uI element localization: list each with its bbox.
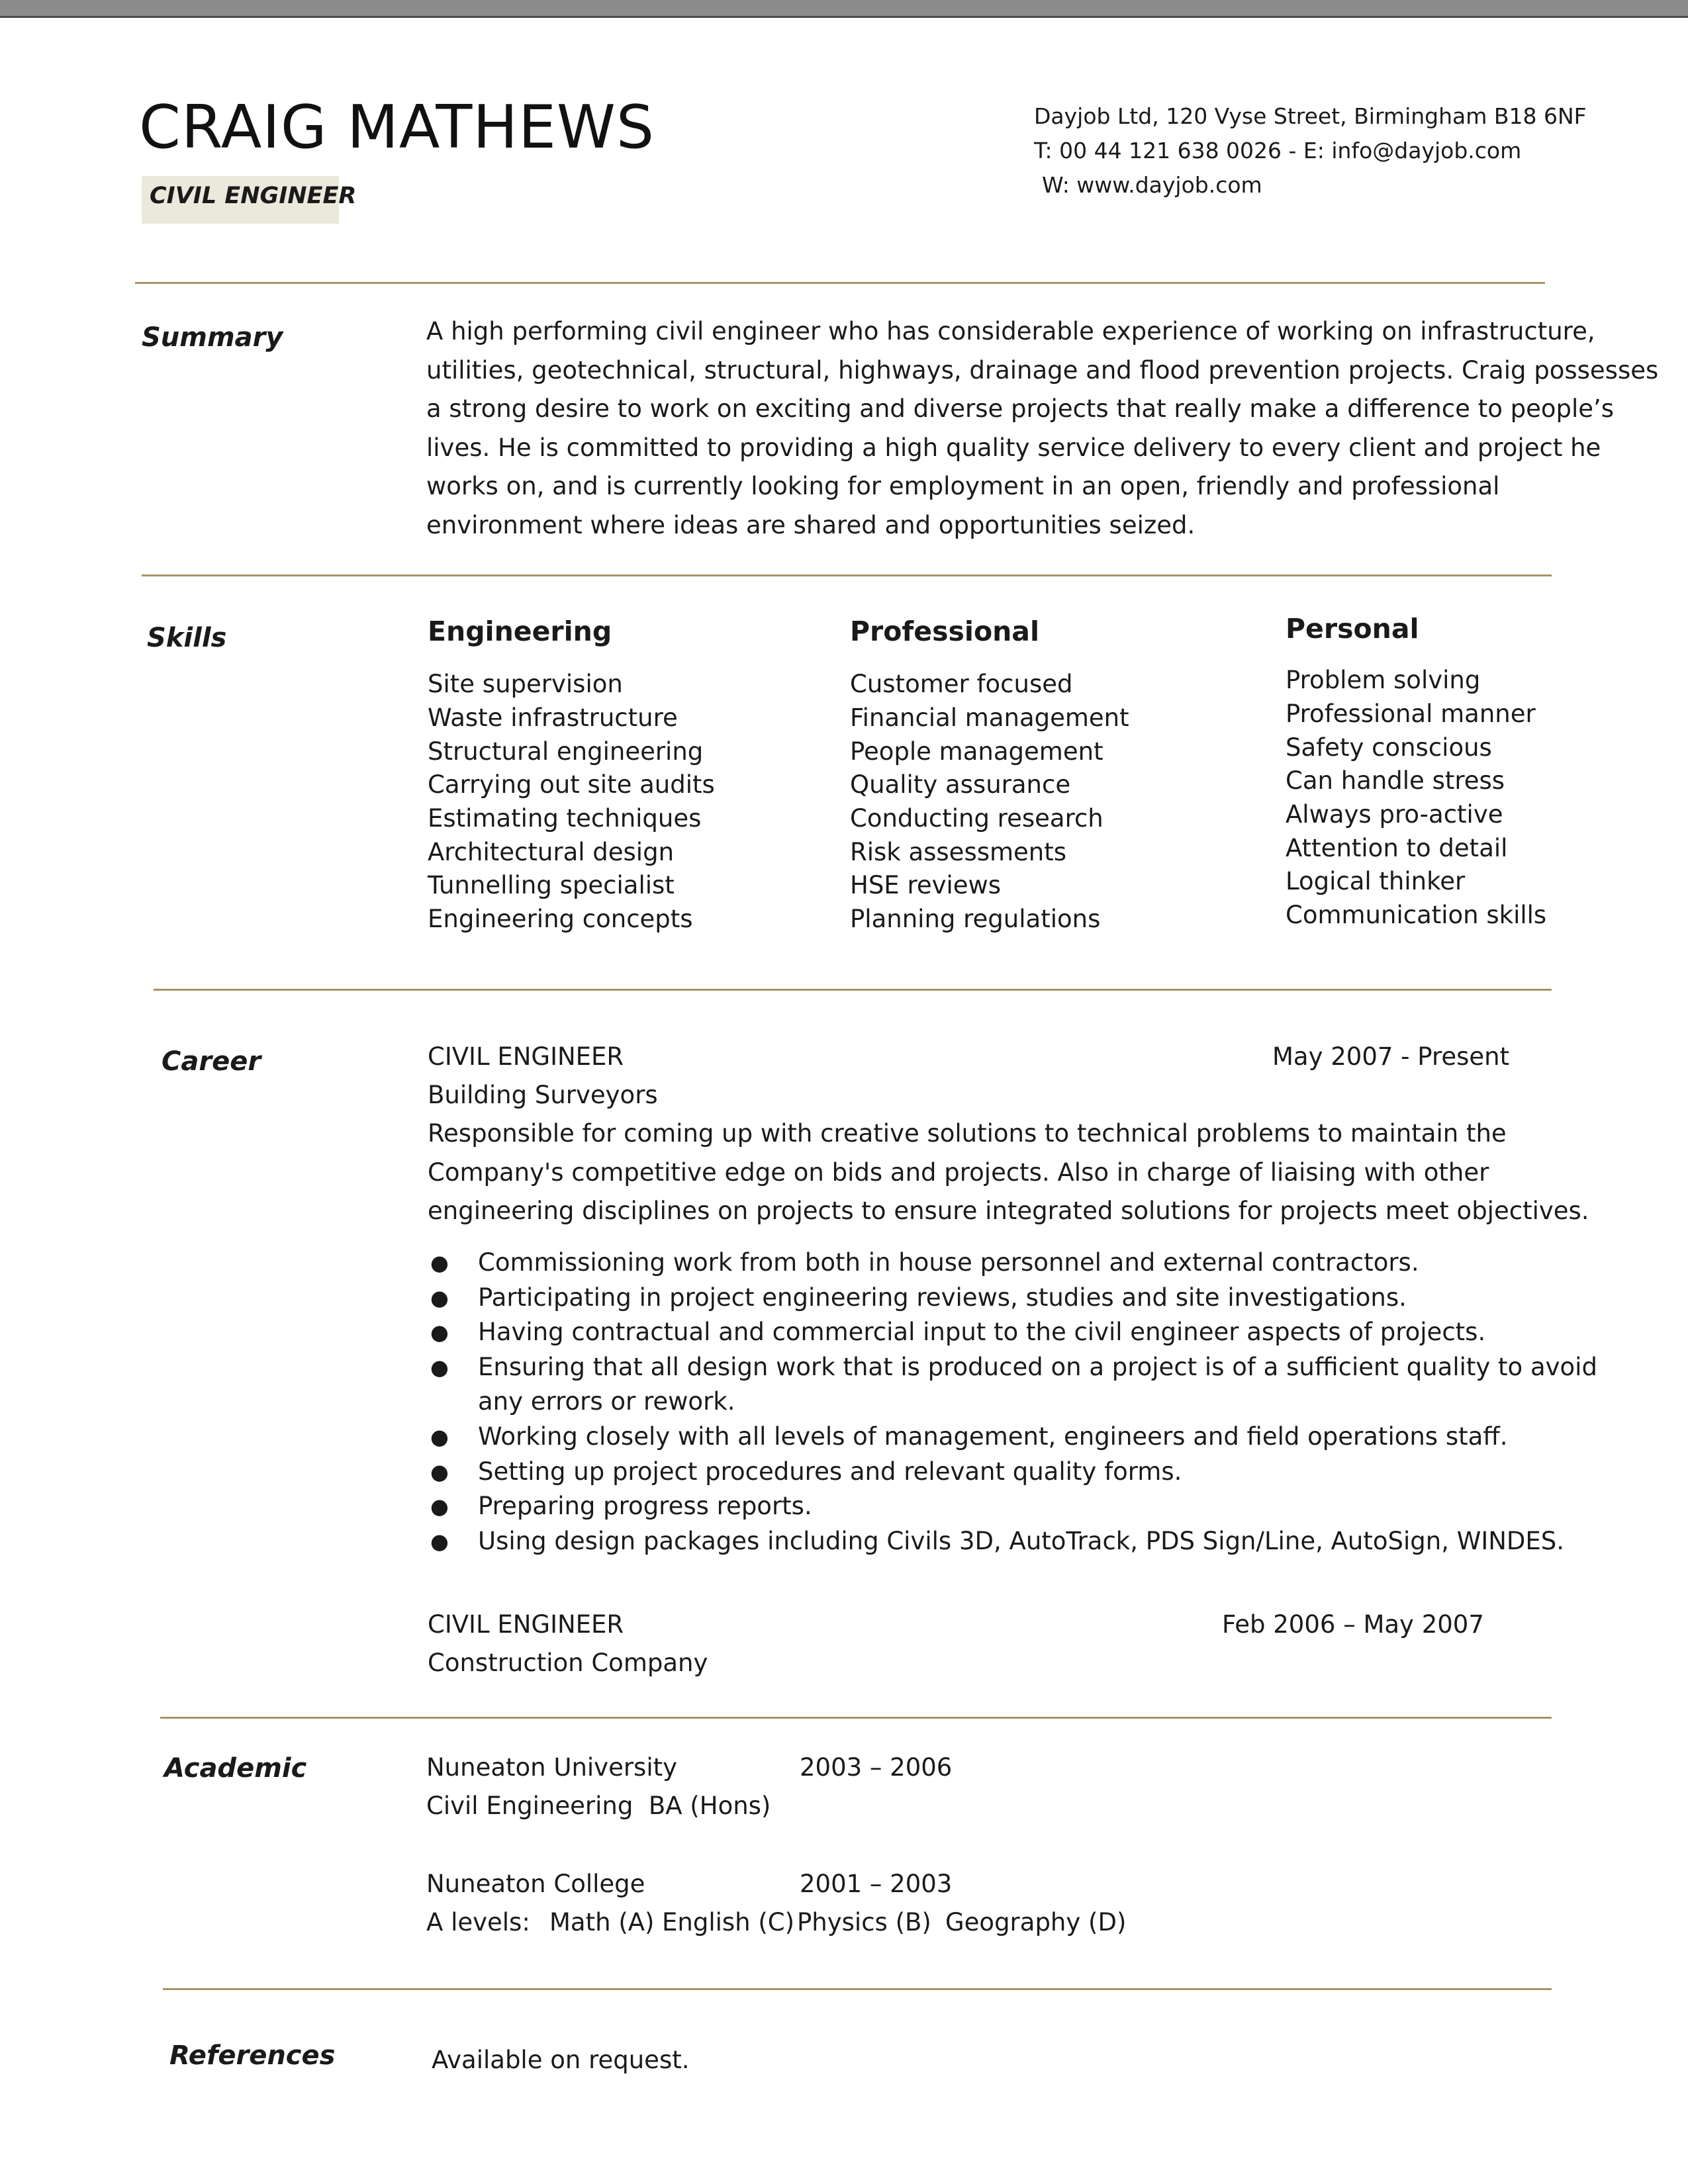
skill-item: Carrying out site audits	[428, 770, 715, 799]
contact-block	[1034, 99, 1587, 203]
job-description	[428, 1115, 1589, 1231]
section-divider	[154, 989, 1552, 991]
section-divider	[163, 1988, 1552, 1990]
academic-dates: 2001 – 2003	[800, 1870, 953, 1898]
skill-item: Risk assessments	[850, 837, 1067, 866]
job-dates: May 2007 - Present	[1272, 1042, 1510, 1071]
bullet-icon: ●	[430, 1320, 449, 1345]
skills-column-personal	[1286, 613, 1546, 933]
skill-item: Planning regulations	[850, 905, 1101, 934]
section-divider	[142, 574, 1552, 576]
skills-heading: Professional	[850, 615, 1040, 647]
summary-label: Summary	[142, 322, 283, 353]
skill-item: Logical thinker	[1286, 867, 1466, 896]
grade-geography: Geography (D)	[945, 1908, 1127, 1936]
job-description-line: Company's competitive edge on bids and projects. Also in charge of liaising with other	[428, 1158, 1489, 1187]
duty-text: Setting up project procedures and relevant quality forms.	[478, 1457, 1182, 1486]
skills-column-engineering	[428, 615, 715, 936]
section-divider	[160, 1717, 1552, 1719]
skill-item: Attention to detail	[1286, 833, 1508, 862]
contact-phone-email: T: 00 44 121 638 0026 - E: info@dayjob.com	[1034, 138, 1522, 163]
summary-text	[426, 312, 1658, 545]
skill-item: Estimating techniques	[428, 804, 702, 833]
summary-line: works on, and is currently looking for employment in an open, friendly and professional	[426, 472, 1500, 500]
academic-institution: Nuneaton College	[426, 1870, 645, 1898]
list-item	[428, 1524, 1597, 1559]
skill-item: People management	[850, 737, 1103, 766]
list-item	[428, 1281, 1597, 1316]
a-levels-label: A levels:	[426, 1908, 530, 1936]
contact-website: W: www.dayjob.com	[1042, 172, 1262, 198]
job-title: CIVIL ENGINEER	[428, 1042, 624, 1071]
skill-item: Site supervision	[428, 670, 623, 699]
duty-text: Preparing progress reports.	[478, 1492, 812, 1521]
clipped-text-fragment	[477, 1563, 609, 1572]
bullet-icon: ●	[430, 1354, 449, 1380]
list-item	[428, 1455, 1597, 1490]
bullet-icon: ●	[430, 1424, 449, 1449]
bullet-icon: ●	[430, 1494, 449, 1520]
skills-list	[850, 668, 1129, 936]
bullet-icon: ●	[430, 1528, 449, 1554]
academic-label: Academic	[164, 1753, 307, 1784]
skill-item: Tunnelling specialist	[428, 871, 675, 900]
duty-text: Commissioning work from both in house personnel and external contractors.	[478, 1248, 1419, 1277]
summary-line: environment where ideas are shared and opportunities seized.	[426, 510, 1196, 539]
skills-list	[428, 668, 715, 936]
summary-line: A high performing civil engineer who has considerable experience of working on infrastructure,	[426, 317, 1595, 345]
skill-item: Financial management	[850, 703, 1129, 732]
duty-text: Participating in project engineering reviews, studies and site investigations.	[478, 1283, 1407, 1312]
grade-physics: Physics (B)	[797, 1908, 931, 1936]
duty-text: Ensuring that all design work that is produced on a project is of a sufficient quality to avoid	[478, 1352, 1597, 1381]
skill-item: Communication skills	[1286, 901, 1547, 930]
summary-line: a strong desire to work on exciting and diverse projects that really make a difference to people’s	[426, 394, 1615, 423]
list-item	[428, 1315, 1597, 1350]
references-text: Available on request.	[432, 2046, 690, 2074]
job-title: CIVIL ENGINEER	[150, 183, 357, 209]
list-item	[428, 1420, 1597, 1455]
skills-list	[1286, 664, 1546, 933]
skills-heading: Engineering	[428, 615, 612, 647]
list-item	[428, 1350, 1597, 1420]
bullet-icon: ●	[430, 1285, 449, 1310]
academic-institution: Nuneaton University	[426, 1753, 678, 1782]
duty-text-continued: any errors or rework.	[478, 1387, 735, 1416]
skills-column-professional	[850, 615, 1129, 936]
skill-item: Structural engineering	[428, 737, 704, 766]
bullet-icon: ●	[430, 1459, 449, 1484]
grade-math: Math (A)	[549, 1908, 655, 1936]
skill-item: Problem solving	[1286, 666, 1481, 695]
contact-address: Dayjob Ltd, 120 Vyse Street, Birmingham B18 6NF	[1034, 103, 1587, 129]
skill-item: Professional manner	[1286, 699, 1536, 728]
list-item	[428, 1489, 1597, 1524]
grade-english: English (C)	[662, 1908, 795, 1936]
skill-item: Customer focused	[850, 670, 1073, 699]
job-title: CIVIL ENGINEER	[428, 1610, 624, 1639]
summary-line: lives. He is committed to providing a high quality service delivery to every client and project he	[426, 433, 1601, 462]
job-description-line: engineering disciplines on projects to ensure integrated solutions for projects meet objectives.	[428, 1197, 1589, 1225]
references-label: References	[169, 2040, 336, 2071]
job-duties-list	[428, 1246, 1597, 1559]
list-item	[428, 1246, 1597, 1281]
skill-item: HSE reviews	[850, 871, 1002, 900]
academic-dates: 2003 – 2006	[800, 1753, 953, 1782]
job-company: Construction Company	[428, 1649, 708, 1677]
skill-item: Architectural design	[428, 837, 675, 866]
job-company: Building Surveyors	[428, 1081, 658, 1109]
summary-line: utilities, geotechnical, structural, highways, drainage and flood prevention projects. Craig possesses	[426, 355, 1659, 385]
duty-text: Having contractual and commercial input to the civil engineer aspects of projects.	[478, 1318, 1486, 1347]
academic-qualification: Civil Engineering BA (Hons)	[426, 1792, 771, 1820]
skills-heading: Personal	[1286, 613, 1419, 645]
skill-item: Waste infrastructure	[428, 703, 678, 732]
bullet-icon: ●	[430, 1250, 449, 1275]
skill-item: Quality assurance	[850, 770, 1071, 799]
skill-item: Engineering concepts	[428, 905, 693, 934]
candidate-name: CRAIG MATHEWS	[139, 93, 655, 162]
duty-text: Working closely with all levels of management, engineers and field operations staff.	[478, 1422, 1508, 1451]
job-dates: Feb 2006 – May 2007	[1222, 1610, 1484, 1639]
skill-item: Always pro-active	[1286, 800, 1503, 829]
skill-item: Conducting research	[850, 804, 1103, 833]
skills-label: Skills	[147, 623, 227, 653]
page-top-border	[0, 0, 1688, 18]
skill-item: Can handle stress	[1286, 766, 1505, 796]
career-label: Career	[162, 1046, 261, 1077]
duty-text: Using design packages including Civils 3D, AutoTrack, PDS Sign/Line, AutoSign, WINDES.	[478, 1526, 1565, 1555]
section-divider	[135, 282, 1545, 284]
skill-item: Safety conscious	[1286, 733, 1492, 762]
job-description-line: Responsible for coming up with creative solutions to technical problems to maintain the	[428, 1119, 1507, 1148]
